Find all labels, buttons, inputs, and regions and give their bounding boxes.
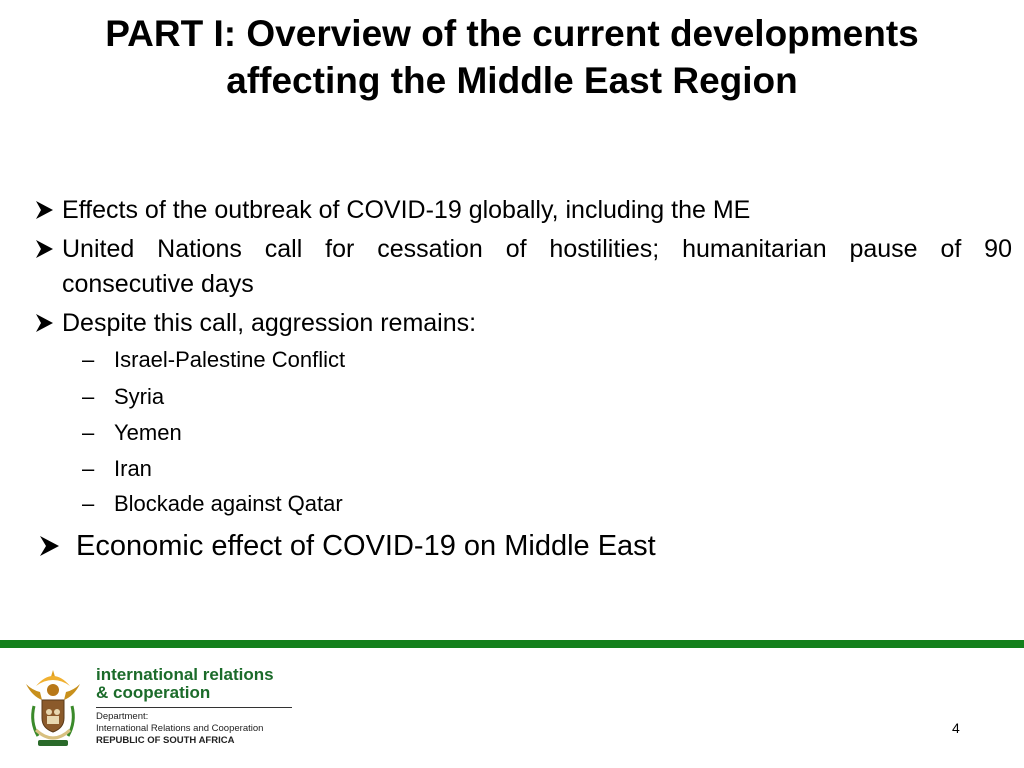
arrow-bullet-icon xyxy=(34,306,56,341)
bullet-item xyxy=(34,193,1012,228)
bullet-item-large xyxy=(38,526,938,566)
bullet-text: Economic effect of COVID-19 on Middle East xyxy=(76,530,656,562)
brand-name xyxy=(96,666,326,702)
sub-bullet-text: Israel-Palestine Conflict xyxy=(114,347,346,372)
dash-bullet-icon: – xyxy=(82,347,95,372)
arrow-bullet-icon xyxy=(38,528,62,564)
sub-bullet-item xyxy=(82,382,982,412)
slide-title xyxy=(40,10,984,104)
title-line-2: affecting the Middle East Region xyxy=(226,60,798,101)
bullet-text: Despite this call, aggression remains: xyxy=(62,309,477,337)
dept-label: Department: xyxy=(96,711,149,722)
sub-bullet-text: Iran xyxy=(114,456,152,481)
department-details xyxy=(96,711,326,747)
bullet-item xyxy=(34,232,1012,302)
dept-full-name: International Relations and Cooperation xyxy=(96,723,264,734)
sub-bullet-text: Blockade against Qatar xyxy=(114,491,343,516)
sub-bullet-item xyxy=(82,454,982,484)
bullet-text-line-1: United Nations call for cessation of hostilities; humanitarian pause of 90 xyxy=(62,235,1012,263)
brand-line-2: & cooperation xyxy=(96,683,211,702)
country-name: REPUBLIC OF SOUTH AFRICA xyxy=(96,735,235,746)
page-number: 4 xyxy=(952,720,960,736)
sub-bullet-item xyxy=(82,418,982,448)
sub-bullet-text: Yemen xyxy=(114,420,182,445)
arrow-bullet-icon xyxy=(34,232,56,267)
bullet-item xyxy=(34,306,1012,341)
arrow-bullet-icon xyxy=(34,193,56,228)
dash-bullet-icon: – xyxy=(82,384,95,409)
department-logo xyxy=(22,666,322,756)
sub-bullet-text: Syria xyxy=(114,384,165,409)
brand-divider xyxy=(96,707,292,708)
dash-bullet-icon: – xyxy=(82,491,95,516)
brand-line-1: international relations xyxy=(96,665,274,684)
footer-divider xyxy=(0,640,1024,648)
coat-of-arms-icon xyxy=(22,666,84,750)
title-line-1: PART I: Overview of the current developments xyxy=(105,13,919,54)
sub-bullet-item xyxy=(82,489,982,519)
bullet-text: Effects of the outbreak of COVID-19 globally, including the ME xyxy=(62,196,751,224)
sub-bullet-item xyxy=(82,345,982,375)
dash-bullet-icon: – xyxy=(82,456,95,481)
bullet-text-line-2: consecutive days xyxy=(62,270,254,298)
dash-bullet-icon: – xyxy=(82,420,95,445)
